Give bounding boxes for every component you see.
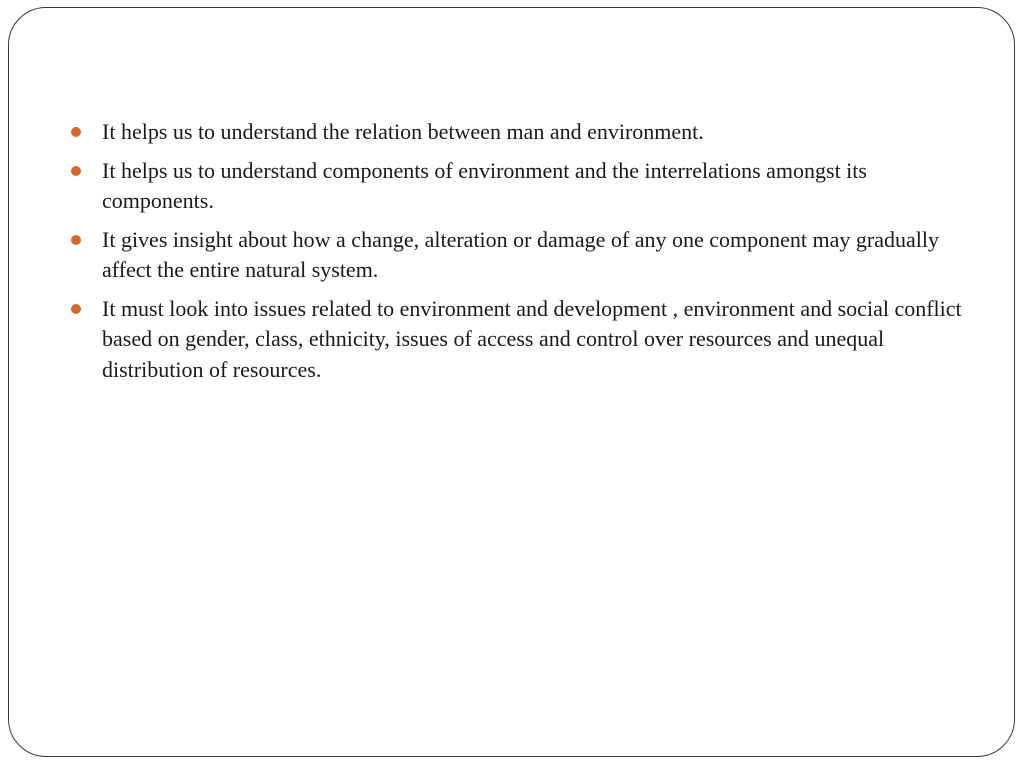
bullet-dot-icon xyxy=(71,304,81,314)
bullet-dot-icon xyxy=(71,166,81,176)
bullet-item xyxy=(69,225,969,286)
bullet-item xyxy=(69,156,969,217)
bullet-text: It gives insight about how a change, alteration or damage of any one component may gradually affect the entire natural system. xyxy=(102,226,939,282)
bullet-text: It helps us to understand the relation between man and environment. xyxy=(102,119,704,144)
bullet-text: It helps us to understand components of environment and the interrelations amongst its components. xyxy=(102,157,867,213)
bullet-item xyxy=(69,294,969,386)
bullet-item xyxy=(69,117,969,148)
bullet-list xyxy=(69,117,969,393)
slide-frame xyxy=(8,7,1015,757)
bullet-text: It must look into issues related to environment and development , environment and social conflict based on gender, class, ethnicity, issues of access and control over resources and unequal distribution of resources. xyxy=(102,295,962,382)
bullet-dot-icon xyxy=(71,127,81,137)
bullet-dot-icon xyxy=(71,235,81,245)
